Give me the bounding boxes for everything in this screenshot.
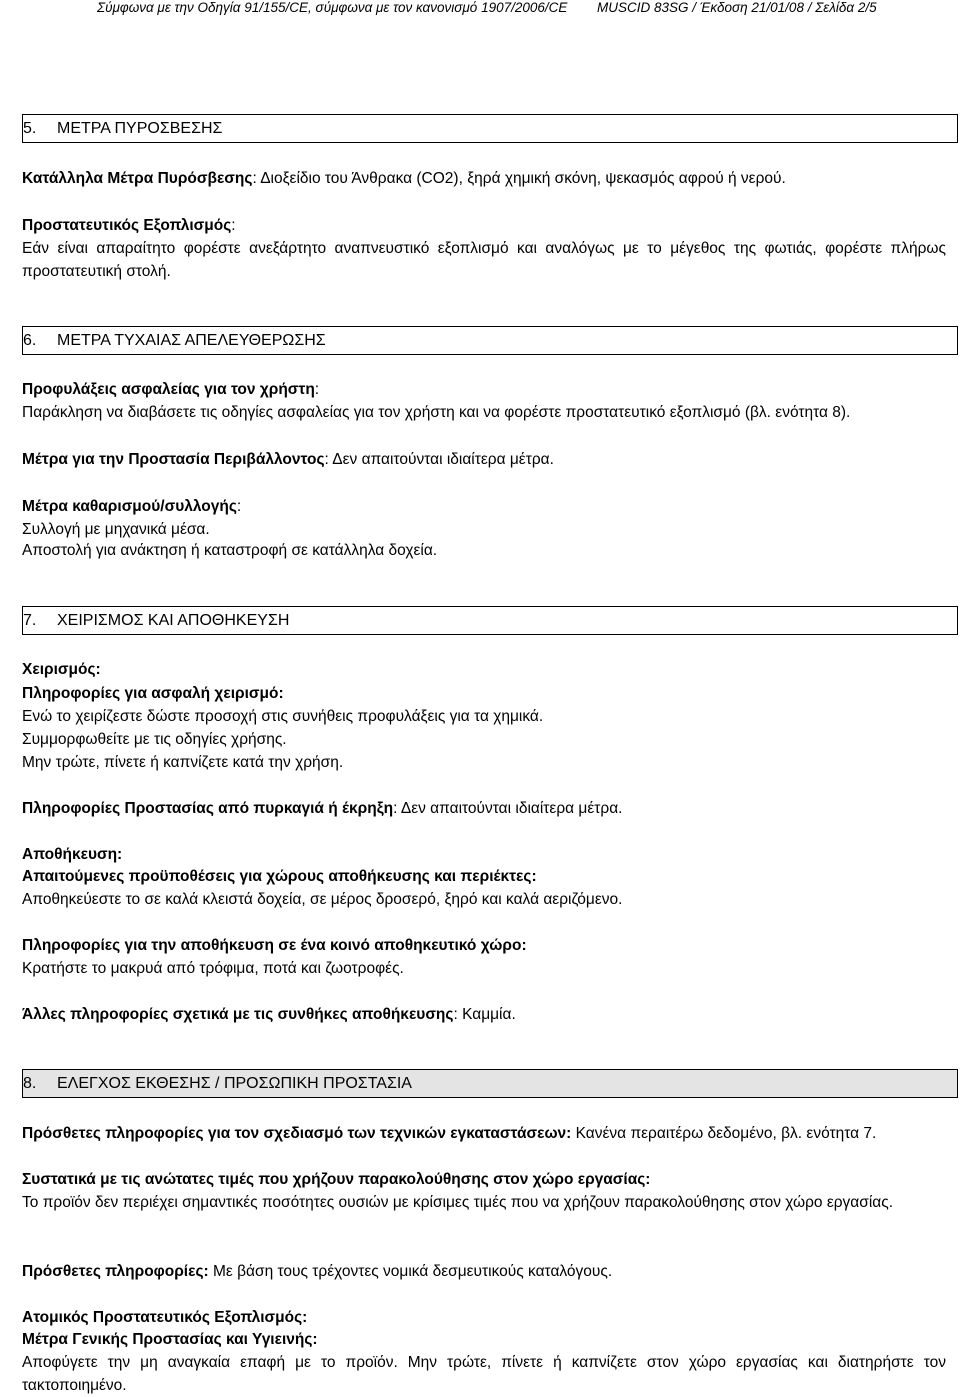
protective-equipment-text: Εάν είναι απαραίτητο φορέστε ανεξάρτητο αναπνευστικό εξοπλισμό και αναλόγως με το μέγεθος της φωτιάς, φορέστε πλήρως προστατευτική στολή. bbox=[22, 240, 946, 280]
technical-design-text: Κανένα περαιτέρω δεδομένο, βλ. ενότητα 7. bbox=[571, 1125, 877, 1142]
storage-requirements-heading: Απαιτούμενες προϋποθέσεις για χώρους αποθήκευσης και περιέκτες: bbox=[22, 868, 537, 885]
user-precautions-colon: : bbox=[314, 381, 320, 398]
fire-protection-line bbox=[22, 797, 622, 820]
fire-media-line bbox=[22, 167, 786, 190]
header-product-version: MUSCID 83SG / Έκδοση 21/01/08 / Σελίδα 2/5 bbox=[597, 0, 877, 15]
environment-measures-text: : Δεν απαιτούνται ιδιαίτερα μέτρα. bbox=[324, 451, 554, 468]
ppe-heading: Ατομικός Προστατευτικός Εξοπλισμός: bbox=[22, 1309, 308, 1326]
protective-equipment-label: Προστατευτικός Εξοπλισμός bbox=[22, 217, 232, 234]
safe-handling-line-2: Συμμορφωθείτε με τις οδηγίες χρήσης. bbox=[22, 731, 287, 748]
fire-protection-label: Πληροφορίες Προστασίας από πυρκαγιά ή έκρηξη bbox=[22, 800, 394, 817]
section-5-number: 5. bbox=[23, 120, 37, 137]
other-storage-text: : Καμμία. bbox=[453, 1006, 516, 1023]
safe-handling-line-1: Ενώ το χειρίζεστε δώστε προσοχή στις συνήθεις προφυλάξεις για τα χημικά. bbox=[22, 708, 544, 725]
section-7-title: ΧΕΙΡΙΣΜΟΣ ΚΑΙ ΑΠΟΘΗΚΕΥΣΗ bbox=[57, 612, 290, 629]
cleanup-label: Μέτρα καθαρισμού/συλλογής bbox=[22, 498, 237, 515]
section-6-number: 6. bbox=[23, 332, 37, 349]
handling-heading: Χειρισμός: bbox=[22, 661, 101, 678]
header-regulation: Σύμφωνα με την Οδηγία 91/155/CE, σύμφωνα με τον κανονισμό 1907/2006/CE bbox=[97, 0, 568, 15]
other-storage-line bbox=[22, 1003, 516, 1026]
technical-design-line bbox=[22, 1122, 876, 1145]
cleanup-line-2: Αποστολή για ανάκτηση ή καταστροφή σε κατάλληλα δοχεία. bbox=[22, 542, 438, 559]
hygiene-text: Αποφύγετε την μη αναγκαία επαφή με το προϊόν. Μην τρώτε, πίνετε ή καπνίζετε στον χώρο εργασίας και διατηρήστε τον τακτοποιημένο. bbox=[22, 1354, 946, 1394]
section-5-heading bbox=[22, 114, 958, 143]
section-7-heading bbox=[22, 606, 958, 635]
fire-media-label: Κατάλληλα Μέτρα Πυρόσβεσης bbox=[22, 170, 253, 187]
limit-values-heading: Συστατικά με τις ανώτατες τιμές που χρήζουν παρακολούθησης στον χώρο εργασίας: bbox=[22, 1171, 651, 1188]
section-6-title: ΜΕΤΡΑ ΤΥΧΑΙΑΣ ΑΠΕΛΕΥΘΕΡΩΣΗΣ bbox=[57, 332, 326, 349]
cleanup-heading bbox=[22, 495, 241, 518]
cleanup-line-1: Συλλογή με μηχανικά μέσα. bbox=[22, 521, 210, 538]
section-8-heading bbox=[22, 1069, 958, 1098]
safe-handling-heading: Πληροφορίες για ασφαλή χειρισμό: bbox=[22, 685, 284, 702]
section-7-number: 7. bbox=[23, 612, 37, 629]
common-storage-heading: Πληροφορίες για την αποθήκευση σε ένα κοινό αποθηκευτικό χώρο: bbox=[22, 937, 527, 954]
fire-protection-text: : Δεν απαιτούνται ιδιαίτερα μέτρα. bbox=[393, 800, 623, 817]
section-8-number: 8. bbox=[23, 1075, 37, 1092]
hygiene-heading: Μέτρα Γενικής Προστασίας και Υγιεινής: bbox=[22, 1331, 318, 1348]
limit-values-text: Το προϊόν δεν περιέχει σημαντικές ποσότητες ουσιών με κρίσιμες τιμές που να χρήζουν παρακολούθησης στον χώρο εργασίας. bbox=[22, 1194, 894, 1211]
storage-heading: Αποθήκευση: bbox=[22, 846, 123, 863]
user-precautions-label: Προφυλάξεις ασφαλείας για τον χρήστη bbox=[22, 381, 315, 398]
protective-equipment-heading bbox=[22, 214, 236, 237]
environment-measures-line bbox=[22, 448, 554, 471]
storage-requirements-text: Αποθηκεύεστε το σε καλά κλειστά δοχεία, σε μέρος δροσερό, ξηρό και καλά αεριζόμενο. bbox=[22, 891, 623, 908]
section-5-title: ΜΕΤΡΑ ΠΥΡΟΣΒΕΣΗΣ bbox=[57, 120, 223, 137]
environment-measures-label: Μέτρα για την Προστασία Περιβάλλοντος bbox=[22, 451, 325, 468]
section-8-title: ΕΛΕΓΧΟΣ ΕΚΘΕΣΗΣ / ΠΡΟΣΩΠΙΚΗ ΠΡΟΣΤΑΣΙΑ bbox=[57, 1075, 412, 1092]
other-storage-label: Άλλες πληροφορίες σχετικά με τις συνθήκες αποθήκευσης bbox=[22, 1006, 454, 1023]
user-precautions-heading bbox=[22, 378, 319, 401]
common-storage-text: Κρατήστε το μακρυά από τρόφιμα, ποτά και ζωοτροφές. bbox=[22, 960, 404, 977]
section-6-heading bbox=[22, 326, 958, 355]
cleanup-colon: : bbox=[236, 498, 242, 515]
fire-media-text: : Διοξείδιο του Άνθρακα (CO2), ξηρά χημική σκόνη, ψεκασμός αφρού ή νερού. bbox=[252, 170, 786, 187]
additional-info-text: Με βάση τους τρέχοντες νομικά δεσμευτικούς καταλόγους. bbox=[208, 1263, 613, 1280]
additional-info-line bbox=[22, 1260, 612, 1283]
user-precautions-text: Παράκληση να διαβάσετε τις οδηγίες ασφαλείας για τον χρήστη και να φορέστε προστατευτικό εξοπλισμό (βλ. ενότητα 8). bbox=[22, 404, 851, 421]
protective-equipment-colon: : bbox=[231, 217, 236, 234]
technical-design-label: Πρόσθετες πληροφορίες για τον σχεδιασμό των τεχνικών εγκαταστάσεων: bbox=[22, 1125, 572, 1142]
additional-info-label: Πρόσθετες πληροφορίες: bbox=[22, 1263, 209, 1280]
page-header bbox=[0, 0, 960, 18]
safe-handling-line-3: Μην τρώτε, πίνετε ή καπνίζετε κατά την χρήση. bbox=[22, 754, 344, 771]
